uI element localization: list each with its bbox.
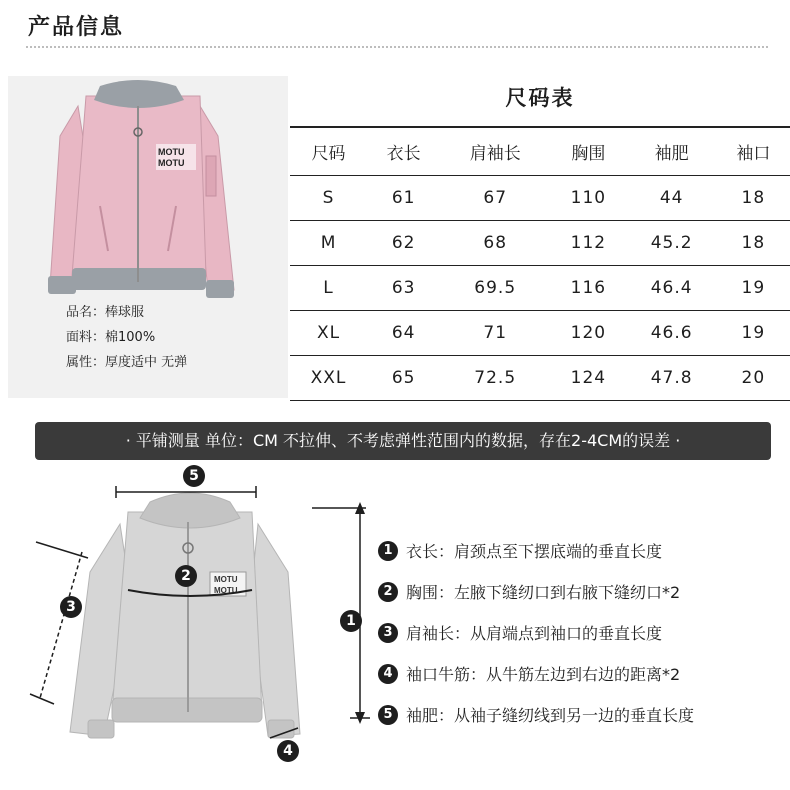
table-cell: 19 (741, 277, 766, 298)
table-cell: 44 (659, 187, 684, 208)
table-row (290, 175, 790, 220)
measurement-note-banner: · 平铺测量 单位：CM 不拉伸、不考虑弹性范围内的数据，存在2-4CM的误差 · (35, 422, 771, 460)
legend-text: 胸围：左腋下缝纫口到右腋下缝纫口*2 (406, 583, 681, 602)
table-cell: 61 (391, 187, 416, 208)
marker-3: 3 (60, 596, 82, 618)
legend-number: 2 (378, 582, 398, 602)
column-header: 衣长 (386, 143, 421, 164)
table-row (290, 265, 790, 310)
legend-item (378, 530, 694, 571)
table-row (290, 220, 790, 265)
table-cell: 63 (391, 277, 416, 298)
header-divider (26, 46, 768, 48)
product-attributes: 属性：厚度适中 无弹 (66, 355, 188, 370)
svg-text:MOTU: MOTU (158, 147, 185, 157)
measure-line-3 (40, 552, 82, 698)
table-cell: 18 (741, 187, 766, 208)
legend-text: 衣长：肩颈点至下摆底端的垂直长度 (406, 542, 663, 561)
table-cell: XL (316, 322, 341, 343)
table-header-row (290, 127, 790, 175)
table-cell: 120 (570, 322, 607, 343)
table-cell: 69.5 (474, 277, 517, 298)
product-info (66, 300, 187, 375)
table-cell: 116 (570, 277, 607, 298)
table-cell: 46.6 (650, 322, 693, 343)
column-header: 胸围 (571, 143, 606, 164)
table-cell: XXL (310, 367, 347, 388)
table-cell: 72.5 (474, 367, 517, 388)
section-title: 产品信息 (28, 15, 125, 40)
legend-number: 5 (378, 705, 398, 725)
column-header: 袖肥 (654, 143, 689, 164)
jacket-measurement-diagram (0, 462, 370, 790)
product-name: 品名：棒球服 (66, 305, 145, 320)
legend-number: 1 (378, 541, 398, 561)
table-row (290, 310, 790, 355)
table-cell: 112 (570, 232, 607, 253)
table-cell: 71 (483, 322, 508, 343)
table-cell: 65 (391, 367, 416, 388)
table-cell: 64 (391, 322, 416, 343)
table-cell: 62 (391, 232, 416, 253)
marker-2: 2 (175, 565, 197, 587)
table-row (290, 355, 790, 400)
column-header: 肩袖长 (469, 143, 521, 164)
table-cell: M (320, 232, 337, 253)
table-cell: 46.4 (650, 277, 693, 298)
legend-item (378, 694, 694, 735)
svg-text:MOTU: MOTU (214, 575, 238, 584)
marker-1: 1 (340, 610, 362, 632)
legend-text: 肩袖长：从肩端点到袖口的垂直长度 (406, 624, 663, 643)
column-header: 尺码 (311, 143, 346, 164)
legend-item (378, 653, 694, 694)
table-cell: 124 (570, 367, 607, 388)
table-cell: L (323, 277, 334, 298)
table-cell: S (322, 187, 335, 208)
table-cell: 67 (483, 187, 508, 208)
measurement-legend (378, 530, 694, 735)
legend-text: 袖肥：从袖子缝纫线到另一边的垂直长度 (406, 706, 695, 725)
product-fabric: 面料：棉100% (66, 330, 156, 345)
size-chart-title: 尺码表 (505, 86, 575, 110)
column-header: 袖口 (736, 143, 771, 164)
legend-item (378, 612, 694, 653)
legend-text: 袖口牛筋：从牛筋左边到右边的距离*2 (406, 665, 681, 684)
svg-text:MOTU: MOTU (158, 158, 185, 168)
marker-4: 4 (277, 740, 299, 762)
table-cell: 45.2 (650, 232, 693, 253)
jacket-sketch (70, 493, 300, 738)
legend-number: 4 (378, 664, 398, 684)
table-cell: 68 (483, 232, 508, 253)
svg-text:MOTU: MOTU (214, 586, 238, 595)
marker-5: 5 (183, 465, 205, 487)
table-cell: 18 (741, 232, 766, 253)
legend-item (378, 571, 694, 612)
size-chart-table (290, 126, 790, 401)
legend-number: 3 (378, 623, 398, 643)
jacket-print-graphic (156, 144, 196, 170)
table-cell: 19 (741, 322, 766, 343)
table-cell: 47.8 (650, 367, 693, 388)
table-cell: 20 (741, 367, 766, 388)
table-cell: 110 (570, 187, 607, 208)
